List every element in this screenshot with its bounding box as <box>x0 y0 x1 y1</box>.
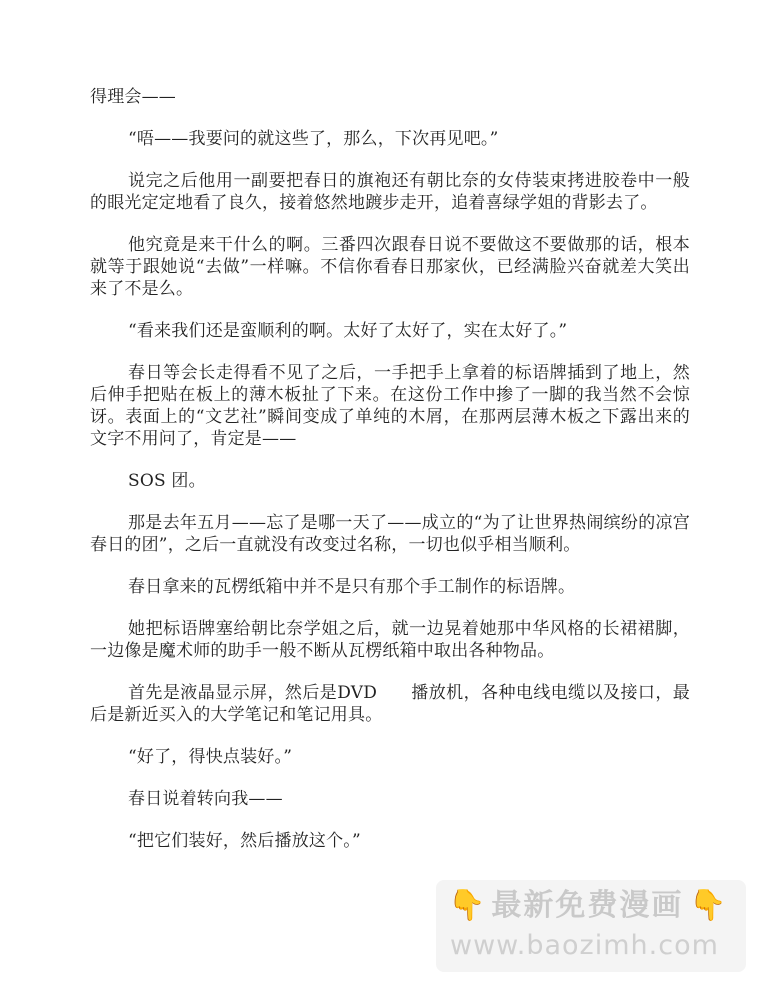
paragraph-4: 他究竟是来干什么的啊。三番四次跟春日说不要做这不要做那的话，根本就等于跟她说“去做”一样嘛。不信你看春日那家伙，已经满脸兴奋就差大笑出来了不是么。 <box>90 235 690 299</box>
paragraph-12: “好了，得快点装好。” <box>128 747 293 767</box>
paragraph-8: 那是去年五月——忘了是哪一天了——成立的“为了让世界热闹缤纷的凉宫春日的团”，之后一直就没有改变过名称，一切也似乎相当顺利。 <box>90 513 690 555</box>
paragraph-9: 春日拿来的瓦楞纸箱中并不是只有那个手工制作的标语牌。 <box>128 577 576 597</box>
paragraph-10: 她把标语牌塞给朝比奈学姐之后，就一边晃着她那中华风格的长裙裙脚，一边像是魔术师的助手一般不断从瓦楞纸箱中取出各种物品。 <box>90 619 690 661</box>
paragraph-13: 春日说着转向我—— <box>128 789 283 809</box>
paragraph-1: 得理会—— <box>90 87 176 107</box>
watermark-title: 最新免费漫画 <box>491 888 684 923</box>
paragraph-14: “把它们装好，然后播放这个。” <box>128 831 361 851</box>
paragraph-5: “看来我们还是蛮顺利的啊。太好了太好了，实在太好了。” <box>128 321 568 341</box>
pointing-down-hand-icon-right: 👇 <box>689 888 727 923</box>
watermark-title-row <box>448 888 727 924</box>
paragraph-3: 说完之后他用一副要把春日的旗袍还有朝比奈的女侍装束拷进胶卷中一般的眼光定定地看了良久，接着悠然地踱步走开，追着喜绿学姐的背影去了。 <box>90 171 690 213</box>
paragraph-11-part-1: 首先是液晶显示屏，然后是DVD <box>128 683 378 703</box>
paragraph-11 <box>90 682 690 726</box>
pointing-down-hand-icon: 👇 <box>448 888 486 923</box>
paragraph-6: 春日等会长走得看不见了之后，一手把手上拿着的标语牌插到了地上，然后伸手把贴在板上的薄木板扯了下来。在这份工作中掺了一脚的我当然不会惊讶。表面上的“文艺社”瞬间变成了单纯的木屑，在那两层薄木板之下露出来的文字不用问了，肯定是—— <box>90 363 690 449</box>
paragraph-2: “唔——我要问的就这些了，那么，下次再见吧。” <box>128 129 499 149</box>
paragraph-11-part-2: 播放机，各种电线电缆以及接口，最后是新近买入的大学笔记和笔记用具。 <box>90 683 690 725</box>
document-body <box>90 86 690 872</box>
watermark-banner <box>436 880 746 972</box>
watermark-url: www.baozimh.com <box>450 930 719 961</box>
paragraph-7: SOS 团。 <box>128 471 206 491</box>
